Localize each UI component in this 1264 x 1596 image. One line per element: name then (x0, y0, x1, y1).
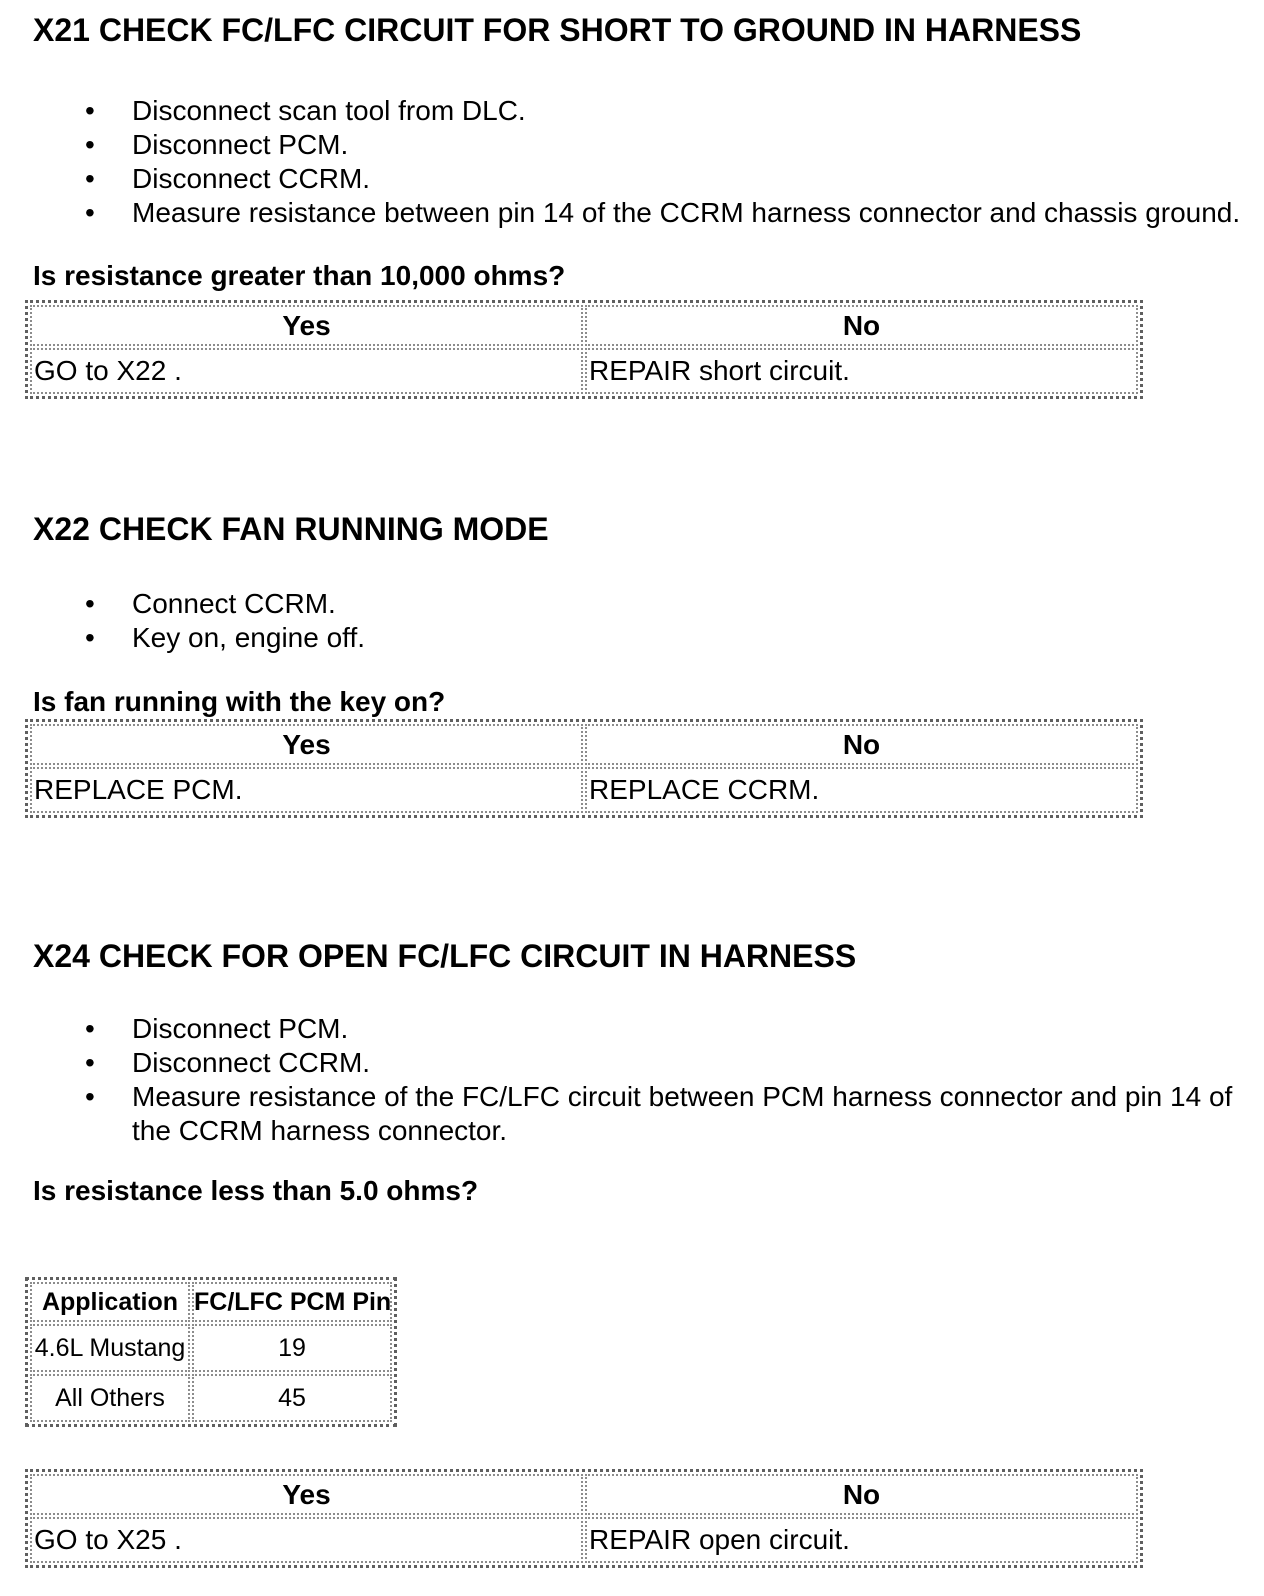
section-heading-x24: X24 CHECK FOR OPEN FC/LFC CIRCUIT IN HARNESS (33, 938, 857, 974)
step-list-x24 (25, 1012, 1244, 1148)
question-text-x21: Is resistance greater than 10,000 ohms? (33, 260, 566, 291)
section-x24 (25, 936, 1244, 1568)
decision-header-row (30, 305, 1138, 346)
yes-action-cell: REPLACE PCM. (30, 767, 583, 813)
no-action-cell: REPAIR short circuit. (585, 348, 1138, 394)
question-text-x22: Is fan running with the key on? (33, 686, 446, 717)
yes-column-header: Yes (30, 1474, 583, 1515)
step-item: • Measure resistance between pin 14 of the CCRM harness connector and chassis ground. (132, 196, 1244, 230)
section-heading-x21: X21 CHECK FC/LFC CIRCUIT FOR SHORT TO GROUND IN HARNESS (33, 12, 1082, 48)
no-column-header: No (585, 724, 1138, 765)
pcm-pin-column-header: FC/LFC PCM Pin (192, 1282, 392, 1322)
pin-table-header-row (30, 1282, 392, 1322)
step-item: • Disconnect PCM. (132, 128, 1244, 162)
decision-table-x24 (25, 1469, 1143, 1568)
yes-action-cell: GO to X22 . (30, 348, 583, 394)
no-column-header: No (585, 305, 1138, 346)
section-x21 (25, 10, 1244, 399)
application-column-header: Application (30, 1282, 190, 1322)
section-x22 (25, 509, 1244, 818)
step-item: • Disconnect PCM. (132, 1012, 1244, 1046)
no-action-cell: REPAIR open circuit. (585, 1517, 1138, 1563)
pin-number-cell: 19 (192, 1324, 392, 1372)
question-text-x24: Is resistance less than 5.0 ohms? (33, 1175, 479, 1206)
decision-action-row (30, 1517, 1138, 1563)
decision-header-row (30, 1474, 1138, 1515)
pcm-pin-table (25, 1277, 397, 1427)
pin-number-cell: 45 (192, 1374, 392, 1422)
step-item: • Measure resistance of the FC/LFC circuit between PCM harness connector and pin 14 of the CCRM harness connector. (132, 1080, 1244, 1148)
pin-table-row (30, 1324, 392, 1372)
step-list-x21 (25, 94, 1244, 230)
decision-table-x21 (25, 300, 1143, 399)
section-heading-x22: X22 CHECK FAN RUNNING MODE (33, 511, 549, 547)
decision-action-row (30, 767, 1138, 813)
step-item: • Disconnect scan tool from DLC. (132, 94, 1244, 128)
decision-action-row (30, 348, 1138, 394)
no-column-header: No (585, 1474, 1138, 1515)
step-list-x22 (25, 587, 1244, 655)
application-cell: All Others (30, 1374, 190, 1422)
yes-action-cell: GO to X25 . (30, 1517, 583, 1563)
step-item: • Connect CCRM. (132, 587, 1244, 621)
application-cell: 4.6L Mustang (30, 1324, 190, 1372)
no-action-cell: REPLACE CCRM. (585, 767, 1138, 813)
yes-column-header: Yes (30, 305, 583, 346)
yes-column-header: Yes (30, 724, 583, 765)
step-item: • Disconnect CCRM. (132, 1046, 1244, 1080)
decision-table-x22 (25, 719, 1143, 818)
pin-table-row (30, 1374, 392, 1422)
step-item: • Disconnect CCRM. (132, 162, 1244, 196)
decision-header-row (30, 724, 1138, 765)
step-item: • Key on, engine off. (132, 621, 1244, 655)
